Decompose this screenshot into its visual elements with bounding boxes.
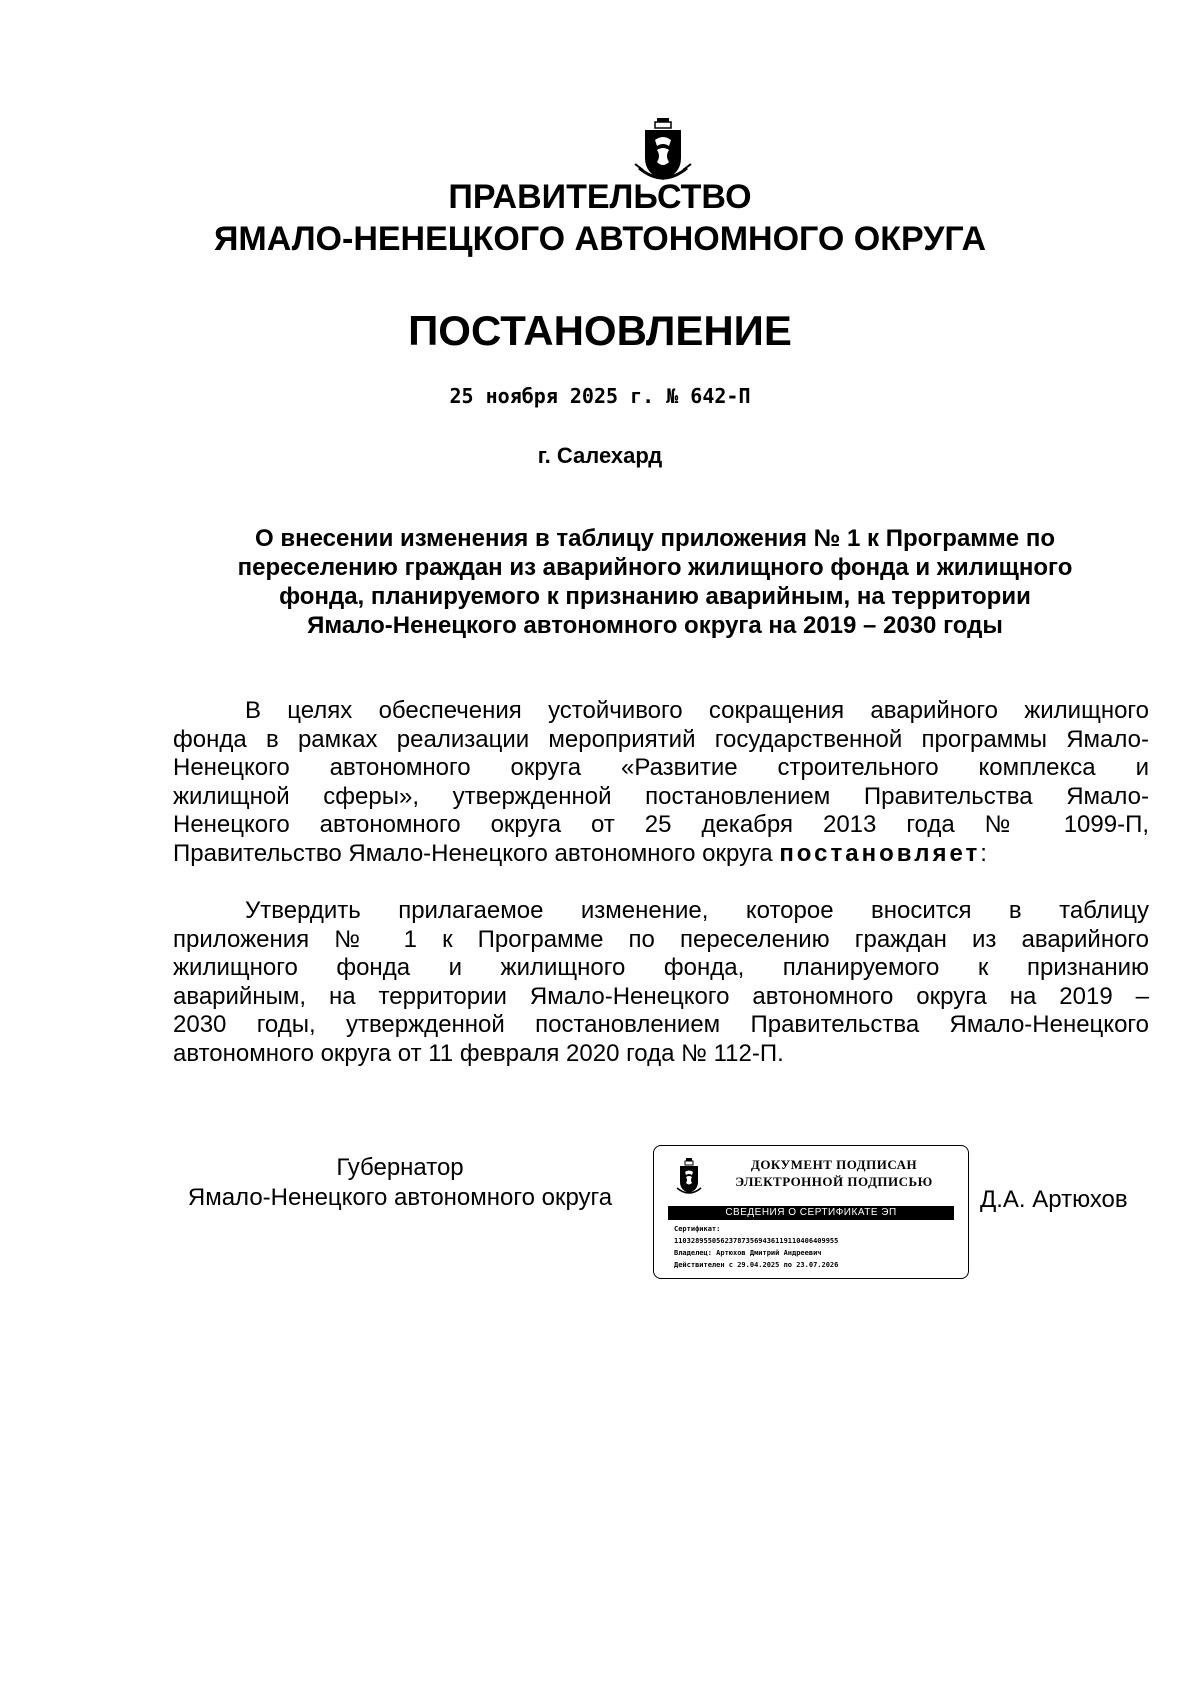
electronic-signature-stamp: [653, 1145, 969, 1279]
government-title-line1: ПРАВИТЕЛЬСТВО: [448, 178, 752, 216]
certificate-owner: Владелец: Артюхов Дмитрий Андреевич: [674, 1249, 822, 1257]
stamp-title-line1: ДОКУМЕНТ ПОДПИСАН: [750, 1157, 918, 1172]
subject-line: Ямало-Ненецкого автономного округа на 2019 – 2030 годы: [307, 612, 1003, 639]
government-title: [0, 176, 1200, 260]
subject-line: фонда, планируемого к признанию аварийным, на территории: [279, 583, 1031, 610]
paragraph-line: 2030 годы, утвержденной постановлением Правительства Ямало-Ненецкого: [173, 1011, 1149, 1038]
government-title-line2: ЯМАЛО-НЕНЕЦКОГО АВТОНОМНОГО ОКРУГА: [213, 220, 987, 258]
paragraph-line: Утвердить прилагаемое изменение, которое вносится в таблицу: [245, 897, 1149, 924]
paragraph-line: фонда в рамках реализации мероприятий государственной программы Ямало-: [173, 725, 1149, 753]
body-paragraph-2: [173, 897, 1149, 1068]
signer-position-line1: Губернатор: [336, 1154, 464, 1181]
document-city: г. Салехард: [537, 443, 663, 468]
subject-line: переселению граждан из аварийного жилищного фонда и жилищного: [237, 554, 1073, 581]
signer-position-line2: Ямало-Ненецкого автономного округа: [187, 1184, 613, 1211]
paragraph-line: Ненецкого автономного округа от 25 декабря 2013 года № 1099-П,: [173, 811, 1149, 838]
certificate-number: 110328955056237873569436119110406409955: [674, 1237, 839, 1245]
paragraph-line: аварийным, на территории Ямало-Ненецкого автономного округа на 2019 –: [173, 982, 1149, 1010]
certificate-label: Сертификат:: [674, 1225, 721, 1233]
body-paragraph-1: [173, 697, 1149, 868]
paragraph-line: жилищной сферы», утвержденной постановлением Правительства Ямало-: [173, 782, 1149, 810]
signer-name: Д.А. Артюхов: [980, 1186, 1128, 1213]
paragraph-text: :: [980, 839, 987, 867]
resolution-verb: постановляет: [779, 839, 981, 867]
document-subject: [185, 524, 1125, 640]
paragraph-text: Правительство Ямало-Ненецкого автономного округа: [173, 839, 780, 867]
stamp-title-line2: ЭЛЕКТРОННОЙ ПОДПИСЬЮ: [735, 1174, 933, 1189]
stamp-certificate-header: СВЕДЕНИЯ О СЕРТИФИКАТЕ ЭП: [668, 1206, 954, 1220]
stamp-title: [714, 1156, 954, 1190]
paragraph-line: автономного округа от 11 февраля 2020 года № 112-П.: [173, 1039, 784, 1067]
coat-of-arms-icon: [674, 1158, 704, 1198]
certificate-validity: Действителен с 29.04.2025 по 23.07.2026: [674, 1261, 839, 1269]
signer-position: [150, 1153, 650, 1213]
paragraph-line: приложения № 1 к Программе по переселению граждан из аварийного: [173, 925, 1149, 953]
paragraph-line: [173, 840, 1149, 869]
stamp-certificate-details: [674, 1223, 959, 1271]
paragraph-line: В целях обеспечения устойчивого сокращения аварийного жилищного: [245, 697, 1149, 724]
document-date-number: 25 ноября 2025 г. № 642-П: [449, 384, 751, 408]
subject-line: О внесении изменения в таблицу приложения № 1 к Программе по: [255, 525, 1055, 552]
paragraph-line: Ненецкого автономного округа «Развитие строительного комплекса и: [173, 754, 1149, 781]
document-type: ПОСТАНОВЛЕНИЕ: [408, 307, 792, 354]
paragraph-line: жилищного фонда и жилищного фонда, планируемого к признанию: [173, 954, 1149, 981]
